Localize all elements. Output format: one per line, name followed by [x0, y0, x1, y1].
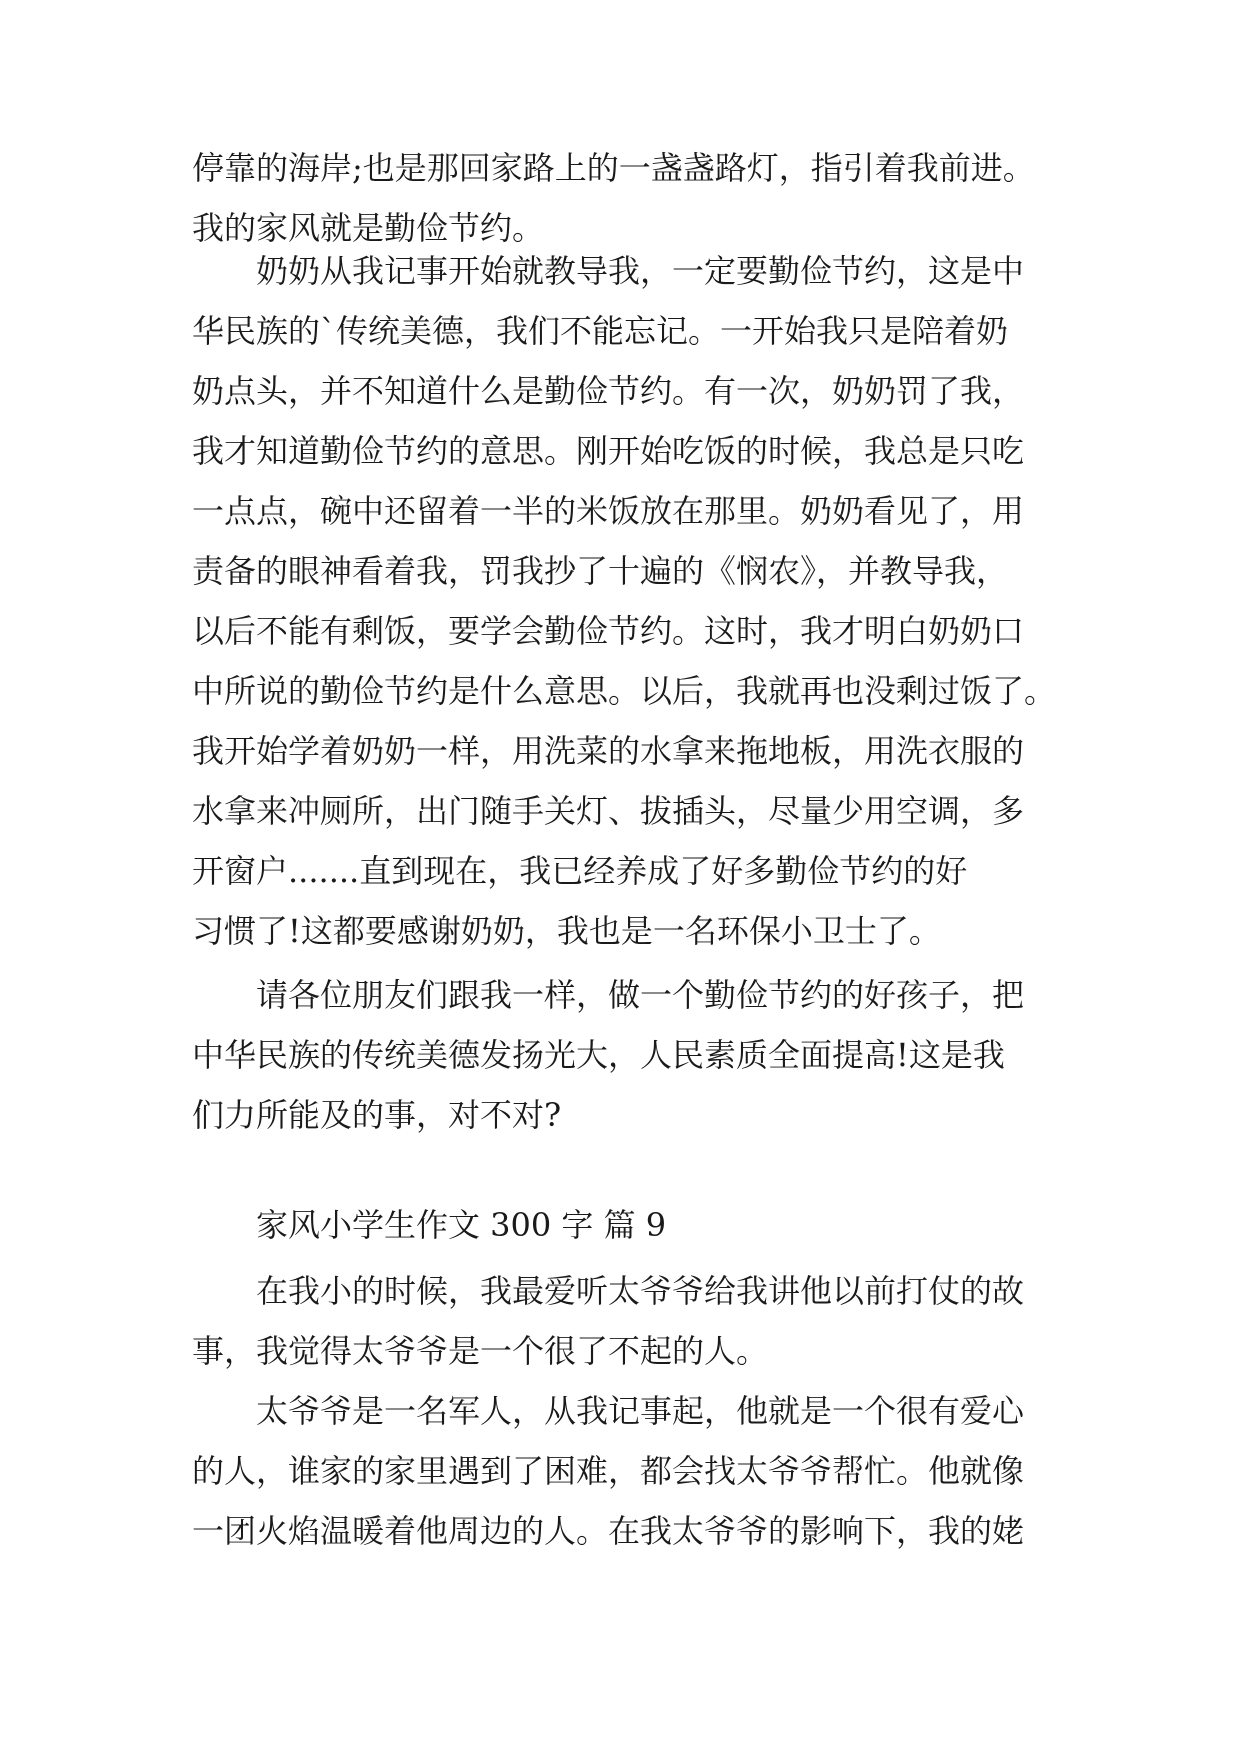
paragraph-continuation	[192, 138, 1062, 258]
text-line: 中华民族的传统美德发扬光大，人民素质全面提高!这是我	[192, 1036, 1005, 1074]
text-line: 开窗户.......直到现在，我已经养成了好多勤俭节约的好	[192, 852, 968, 890]
section-title: 家风小学生作文 300 字 篇 9	[256, 1206, 667, 1244]
text-line: 奶奶从我记事开始就教导我，一定要勤俭节约，这是中	[256, 252, 1025, 290]
text-line: 停靠的海岸;也是那回家路上的一盏盏路灯，指引着我前进。	[192, 149, 1035, 187]
text-line: 水拿来冲厕所，出门随手关灯、拔插头，尽量少用空调，多	[192, 792, 1025, 830]
paragraph-grandma-frugality	[192, 241, 1062, 961]
text-line: 一点点，碗中还留着一半的米饭放在那里。奶奶看见了，用	[192, 492, 1025, 530]
paragraph-great-grandpa-soldier	[192, 1381, 1062, 1561]
text-line: 事，我觉得太爷爷是一个很了不起的人。	[192, 1332, 769, 1370]
text-line: 们力所能及的事，对不对?	[192, 1096, 562, 1134]
paragraph-call-to-action	[192, 965, 1062, 1145]
text-line: 责备的眼神看着我，罚我抄了十遍的《悯农》，并教导我，	[192, 552, 1009, 590]
text-line: 在我小的时候，我最爱听太爷爷给我讲他以前打仗的故	[256, 1272, 1025, 1310]
text-line: 的人，谁家的家里遇到了困难，都会找太爷爷帮忙。他就像	[192, 1452, 1025, 1490]
text-line: 华民族的`传统美德，我们不能忘记。一开始我只是陪着奶	[192, 312, 1009, 350]
text-line: 我才知道勤俭节约的意思。刚开始吃饭的时候，我总是只吃	[192, 432, 1025, 470]
text-line: 请各位朋友们跟我一样，做一个勤俭节约的好孩子，把	[256, 976, 1025, 1014]
text-line: 我的家风就是勤俭节约。	[192, 209, 545, 247]
text-line: 奶点头，并不知道什么是勤俭节约。有一次，奶奶罚了我，	[192, 372, 1025, 410]
text-line: 一团火焰温暖着他周边的人。在我太爷爷的影响下，我的姥	[192, 1512, 1025, 1550]
text-line: 太爷爷是一名军人，从我记事起，他就是一个很有爱心	[256, 1392, 1025, 1430]
paragraph-great-grandpa-stories	[192, 1261, 1062, 1381]
section-heading	[192, 1195, 1062, 1255]
text-line: 我开始学着奶奶一样，用洗菜的水拿来拖地板，用洗衣服的	[192, 732, 1025, 770]
text-line: 习惯了!这都要感谢奶奶，我也是一名环保小卫士了。	[192, 912, 941, 950]
text-line: 中所说的勤俭节约是什么意思。以后，我就再也没剩过饭了。	[192, 672, 1057, 710]
text-line: 以后不能有剩饭，要学会勤俭节约。这时，我才明白奶奶口	[192, 612, 1025, 650]
